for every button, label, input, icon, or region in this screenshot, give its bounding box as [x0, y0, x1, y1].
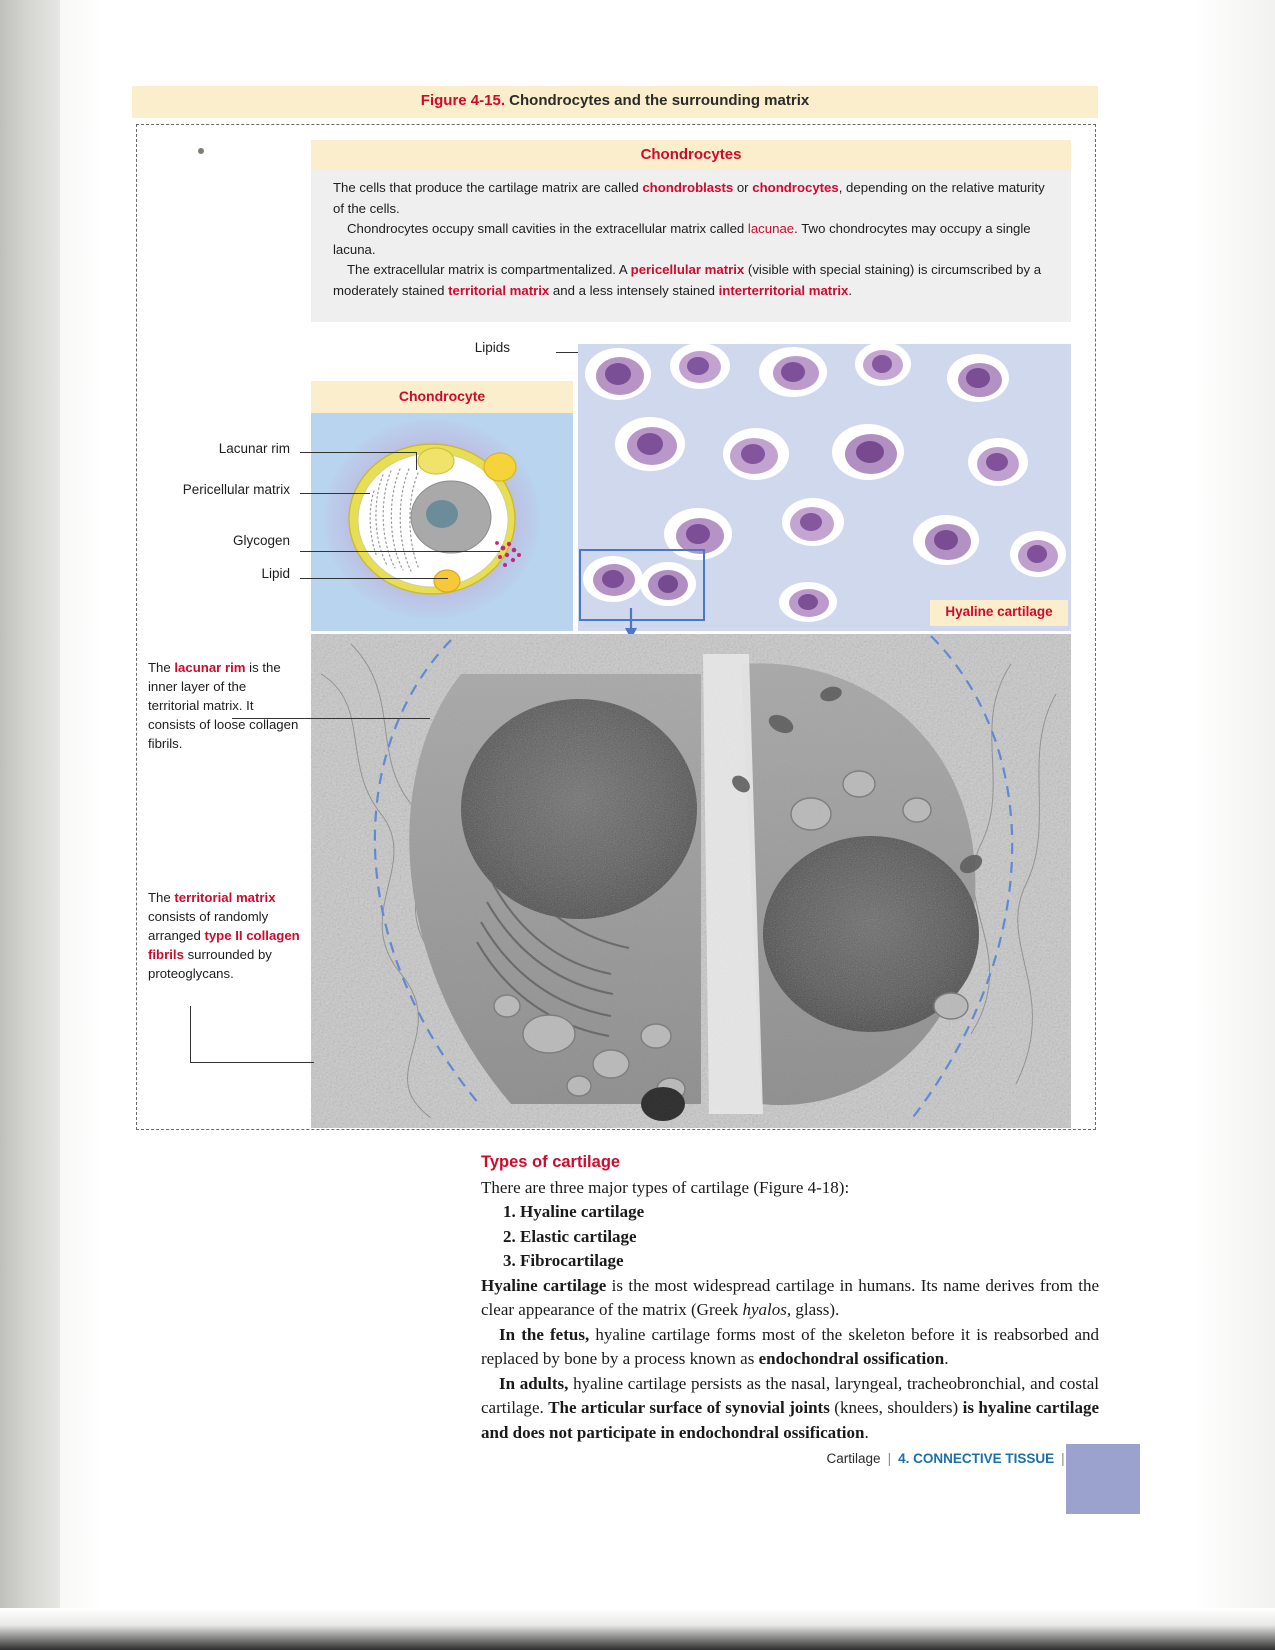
side-note-lacunar-rim [148, 658, 300, 753]
label-lacunar-rim: Lacunar rim [218, 441, 290, 456]
p2-bold-term: endochondral ossification [758, 1349, 945, 1368]
p1-seg-e: , depending on the relative maturity of the cells. [333, 180, 1045, 216]
p3-seg-c: (visible with special staining) is circumscribed by a moderately stained [333, 262, 1042, 298]
hyaline-cartilage-label: Hyaline cartilage [945, 604, 1053, 619]
note2-term-1: territorial matrix [174, 890, 276, 905]
footer-chapter-name: 4. CONNECTIVE TISSUE [898, 1451, 1055, 1466]
leader-line-lipid [300, 578, 448, 579]
p3-seg-g: . [848, 282, 852, 298]
term-chondrocytes: chondrocytes [752, 180, 839, 195]
p3-bold-term-2: is hyaline cartilage and does not participate in endochondral ossification [481, 1398, 1099, 1442]
leader-vline-note-territorial [190, 1006, 191, 1062]
p2-seg-c: . Two chondrocytes may occupy a single lacuna. [333, 221, 1031, 257]
p3-seg-e: and a less intensely stained [549, 282, 719, 298]
list-item: 2. Elastic cartilage [503, 1226, 637, 1246]
p3-mid: hyaline cartilage persists as the nasal, laryngeal, tracheobronchial, and costal cartilage. [481, 1373, 1099, 1417]
chondrocyte-diagram-panel [311, 381, 573, 631]
cartilage-types-list [481, 1200, 1099, 1274]
chondrocytes-box-header [311, 140, 1071, 170]
leader-line-lacunar-rim [300, 452, 416, 453]
chondrocytes-info-box [311, 140, 1071, 322]
note2-term-2: type II collagen fibrils [148, 928, 300, 962]
paragraph-adults [481, 1372, 1099, 1446]
p2-seg-a: Chondrocytes occupy small cavities in the extracellular matrix called [347, 221, 748, 236]
note1-seg-c: is the inner layer of the territorial matrix. It consists of loose collagen fibrils. [148, 660, 299, 751]
chondrocyte-illustration [311, 413, 573, 631]
page-curl-edge [0, 0, 60, 1650]
types-intro-line: There are three major types of cartilage (Figure 4-18): [481, 1177, 850, 1197]
p1-bold-term: Hyaline cartilage [481, 1275, 607, 1295]
term-lacunae: lacunae [747, 221, 795, 236]
label-lipid: Lipid [261, 566, 290, 581]
p2-mid: hyaline cartilage forms most of the skeleton before it is reabsorbed and replaced by bone by a process known as [481, 1324, 1099, 1368]
light-micrograph-hyaline-cartilage [578, 344, 1071, 631]
figure-title: Chondrocytes and the surrounding matrix [509, 92, 810, 109]
electron-micrograph-chondrocytes [311, 634, 1071, 1128]
chondrocyte-panel-title: Chondrocyte [398, 388, 486, 404]
footer-color-block [1066, 1444, 1140, 1514]
term-interterritorial-matrix: interterritorial matrix [718, 282, 849, 298]
label-glycogen: Glycogen [232, 533, 290, 548]
list-item: 1. Hyaline cartilage [503, 1202, 645, 1221]
paragraph-fetus [481, 1323, 1099, 1372]
term-pericellular-matrix: pericellular matrix [630, 262, 745, 277]
footer-separator-1: | [887, 1451, 892, 1466]
p1-seg-c: or [733, 180, 753, 195]
term-chondroblasts: chondroblasts [642, 180, 734, 195]
figure-title-banner [132, 86, 1098, 118]
page-footer [700, 1448, 1100, 1472]
chondrocyte-panel-header [311, 381, 573, 413]
p3-seg-a: The extracellular matrix is compartmentalized. A [347, 262, 631, 277]
lm-svg [578, 344, 1071, 631]
p3-bold-term-1: The articular surface of synovial joints [548, 1398, 830, 1417]
p1-greek-term: hyalos, [742, 1300, 792, 1319]
note1-term: lacunar rim [174, 660, 246, 675]
chondrocytes-paragraph-1 [333, 178, 1051, 219]
figure-title-text [132, 92, 1098, 109]
p3-bold-lead: In adults, [499, 1373, 569, 1393]
chondrocytes-paragraph-2 [333, 219, 1051, 260]
em-svg [311, 634, 1071, 1128]
chondrocyte-svg [311, 413, 573, 631]
figure-number: Figure 4-15. [420, 92, 505, 109]
label-lipids: Lipids [474, 340, 510, 355]
paragraph-hyaline-definition [481, 1274, 1099, 1323]
footer-section-name: Cartilage [826, 1451, 881, 1466]
section-heading-types-of-cartilage: Types of cartilage [481, 1153, 621, 1171]
p2-bold-lead: In the fetus, [499, 1324, 590, 1344]
leader-line-glycogen [300, 551, 500, 552]
footer-separator-2: | [1061, 1451, 1065, 1466]
leader-line-note-territorial [190, 1062, 314, 1063]
p3-tail: . [864, 1422, 869, 1442]
chondrocytes-box-body [333, 178, 1051, 301]
p3-mid-2: (knees, shoulders) [829, 1398, 963, 1417]
page-scan-bottom-shadow [0, 1608, 1275, 1650]
chondrocytes-paragraph-3 [333, 260, 1051, 301]
leader-line-note-lacunar-rim [232, 718, 430, 719]
side-note-territorial-matrix [148, 888, 300, 983]
p1-tail: glass). [791, 1300, 840, 1319]
note2-seg-c: consists of randomly arranged [148, 909, 269, 943]
hyaline-cartilage-tag [930, 600, 1068, 626]
scan-speck [198, 148, 204, 154]
p1-seg-a: The cells that produce the cartilage matrix are called [333, 180, 643, 195]
p1-rest: is the most widespread cartilage in humans. Its name derives from the clear appearance of the matrix (Greek [481, 1275, 1099, 1319]
leader-tick-lacunar-rim [416, 452, 417, 470]
leader-line-pericellular-matrix [300, 493, 370, 494]
term-territorial-matrix: territorial matrix [448, 282, 550, 298]
chondrocytes-box-heading: Chondrocytes [640, 146, 742, 163]
label-pericellular-matrix: Pericellular matrix [182, 482, 290, 497]
note2-seg-e: surrounded by proteoglycans. [148, 947, 272, 981]
p2-tail: . [944, 1349, 949, 1368]
note1-seg-a: The [148, 660, 175, 675]
note2-seg-a: The [148, 890, 175, 905]
page-scan-right-edge [1193, 0, 1275, 1650]
body-copy-section [481, 1150, 1099, 1445]
list-item: 3. Fibrocartilage [503, 1251, 624, 1270]
